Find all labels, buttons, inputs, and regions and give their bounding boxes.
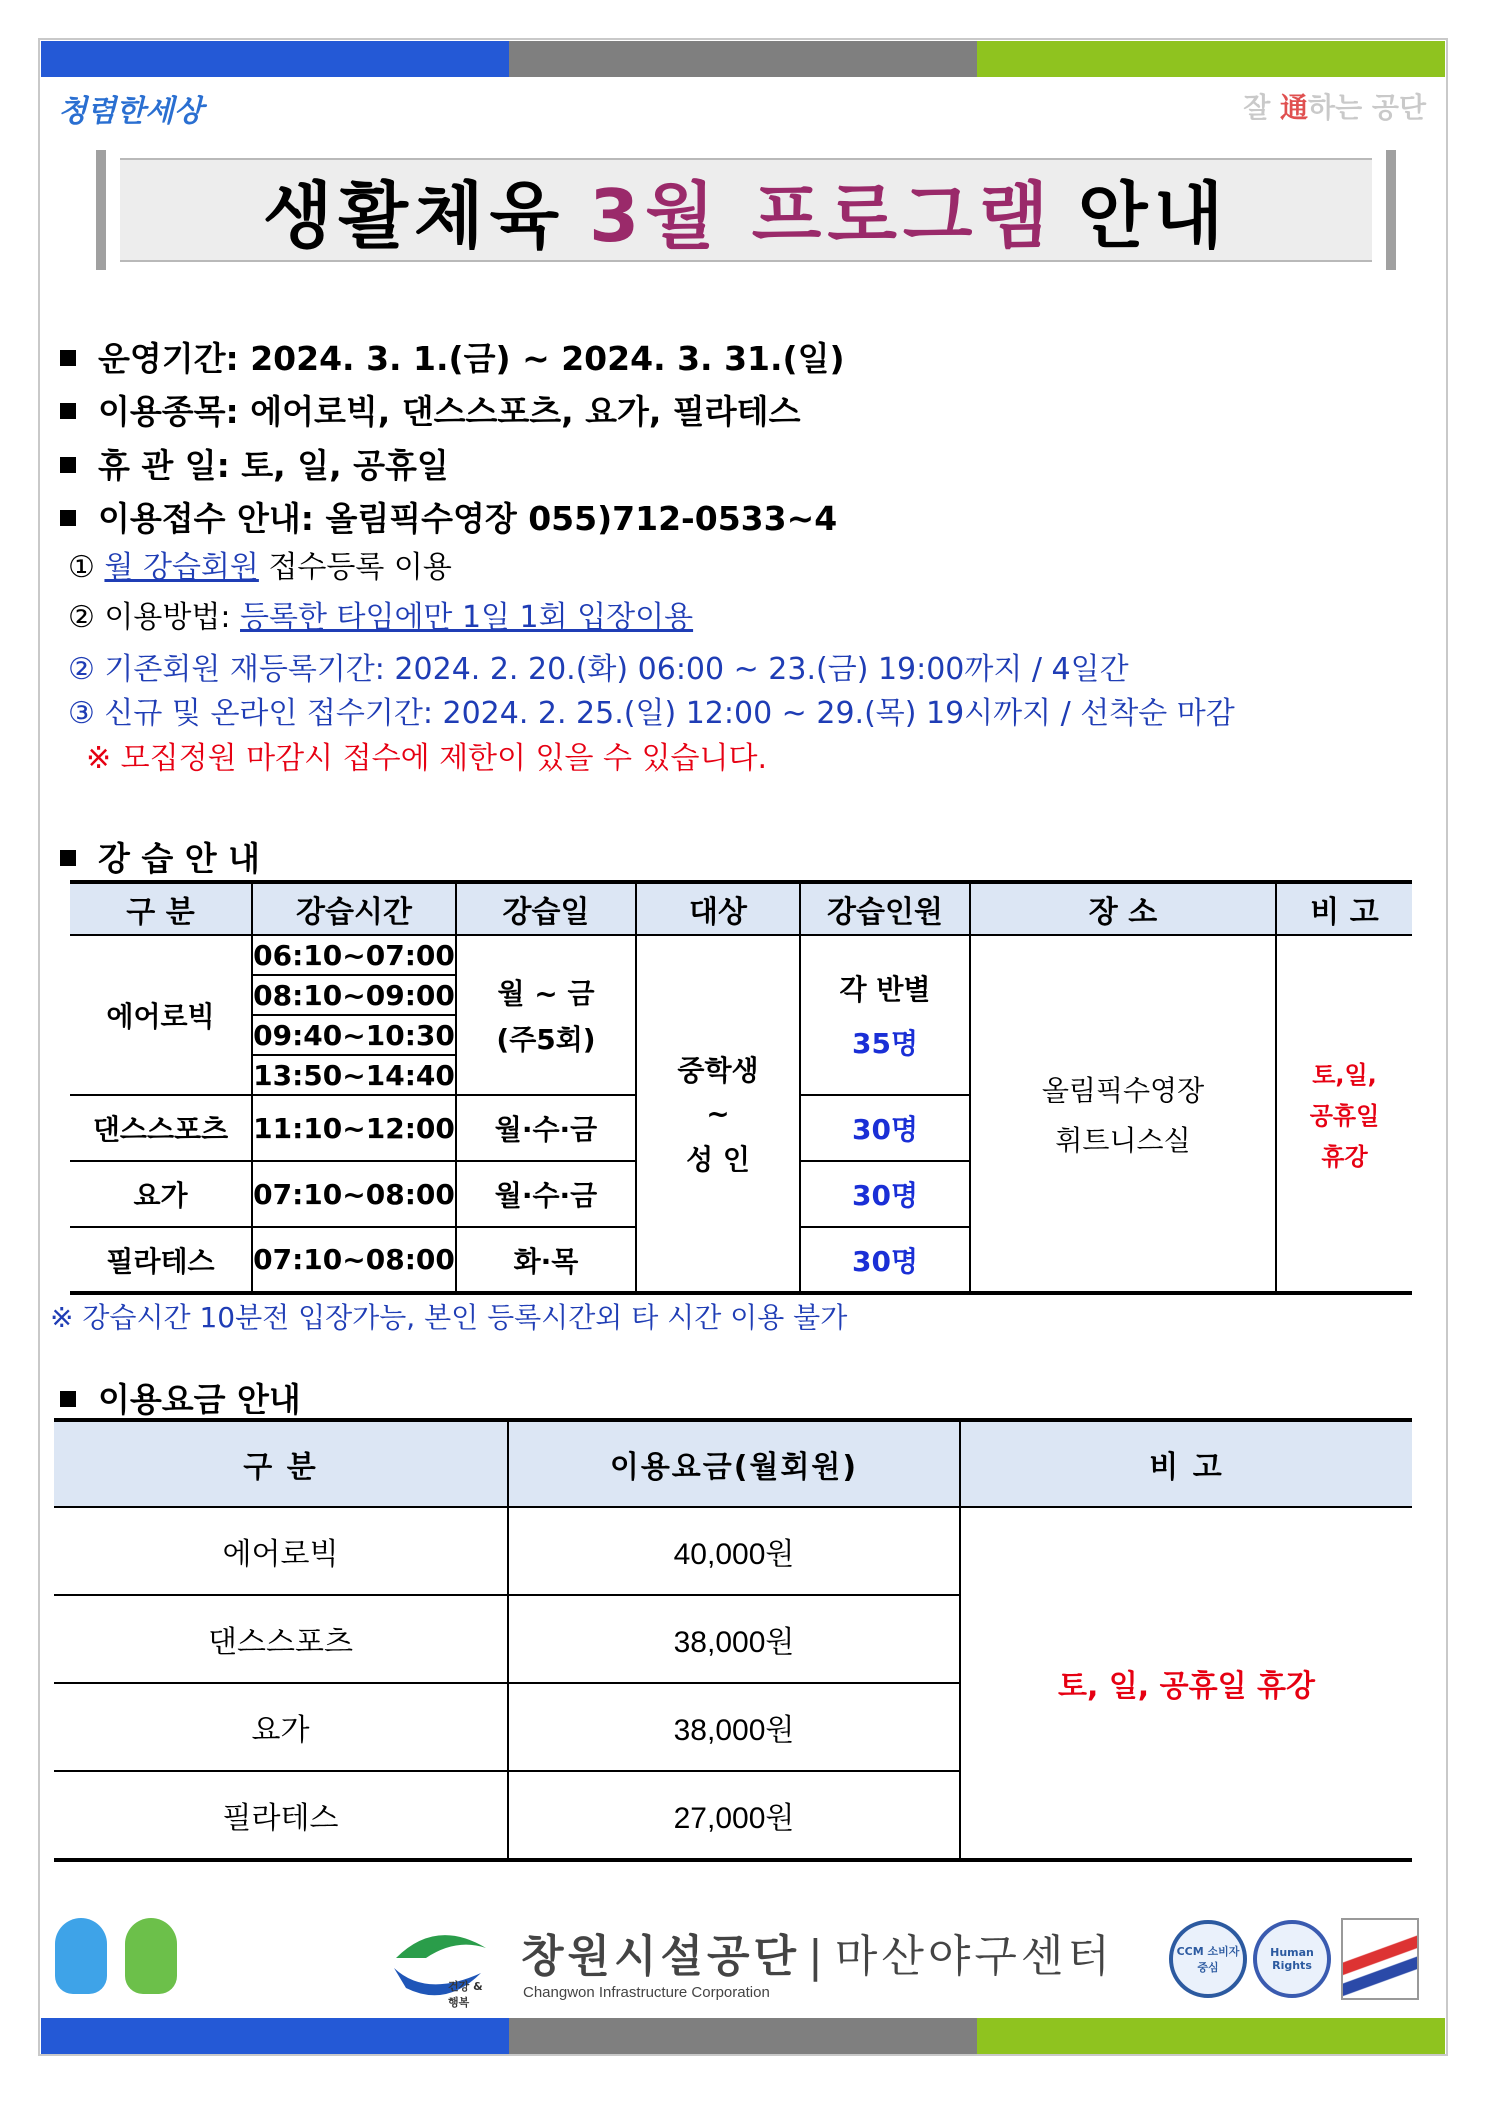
bullet-square-icon [60, 510, 76, 526]
top-color-band [41, 41, 1445, 77]
org-english-name: Changwon Infrastructure Corporation [523, 1984, 770, 2001]
fee-col-fee: 이용요금(월회원) [508, 1420, 960, 1507]
fee-amount: 27,000원 [508, 1771, 960, 1860]
human-rights-seal-icon: Human Rights [1253, 1920, 1331, 1998]
class-name-yoga: 요가 [70, 1161, 252, 1227]
class-time: 13:50~14:40 [252, 1055, 456, 1095]
bullet-square-icon [60, 457, 76, 473]
info-closed: 휴 관 일: 토, 일, 공휴일 [60, 440, 449, 487]
info-programs: 이용종목: 에어로빅, 댄스스포츠, 요가, 필라테스 [60, 386, 800, 433]
fee-table [54, 1418, 1412, 1862]
col-target: 대상 [636, 882, 800, 935]
title-box [96, 150, 1396, 270]
fee-amount: 40,000원 [508, 1507, 960, 1595]
class-days-aerobic: 월 ~ 금 (주5회) [456, 935, 636, 1095]
org-name: 창원시설공단 | 마산야구센터 [521, 1931, 1114, 1982]
note-warning: ※ 모집정원 마감시 접수에 제한이 있을 수 있습니다. [86, 741, 768, 776]
info-period: 운영기간: 2024. 3. 1.(금) ~ 2024. 3. 31.(일) [60, 333, 845, 380]
health-happiness-emblem-icon: 건강 & 행복 [386, 1918, 496, 2008]
class-table-header [70, 882, 1412, 935]
fee-heading: 이용요금 안내 [60, 1374, 301, 1421]
class-name-aerobic: 에어로빅 [70, 935, 252, 1095]
fee-name: 요가 [54, 1683, 508, 1771]
class-remark: 토,일, 공휴일 휴강 [1276, 935, 1412, 1293]
col-remark: 비 고 [1276, 882, 1412, 935]
class-days: 화·목 [456, 1227, 636, 1293]
fee-remark: 토, 일, 공휴일 휴강 [960, 1507, 1412, 1860]
note-reregistration: ② 기존회원 재등록기간: 2024. 2. 20.(화) 06:00 ~ 23.(금) 19:00까지 / 4일간 [68, 652, 1129, 687]
note-monthly-member: ① 월 강습회원 접수등록 이용 [68, 550, 452, 585]
bottom-color-band [41, 2018, 1445, 2054]
fee-amount: 38,000원 [508, 1595, 960, 1683]
bullet-square-icon [60, 850, 76, 866]
note-new-registration: ③ 신규 및 온라인 접수기간: 2024. 2. 25.(일) 12:00 ~ 29.(목) 19시까지 / 선착순 마감 [68, 696, 1235, 731]
class-capacity-aerobic: 각 반별 35명 [800, 935, 970, 1095]
fee-col-remark: 비 고 [960, 1420, 1412, 1507]
class-footnote: ※ 강습시간 10분전 입장가능, 본인 등록시간외 타 시간 이용 불가 [50, 1301, 848, 1334]
integrity-slogan-logo: 청렴한세상 [58, 94, 203, 129]
page-title [120, 158, 1372, 262]
class-time: 07:10~08:00 [252, 1227, 456, 1293]
fee-amount: 38,000원 [508, 1683, 960, 1771]
note-usage-method: ② 이용방법: 등록한 타임에만 1일 1회 입장이용 [68, 600, 694, 635]
class-heading: 강 습 안 내 [60, 833, 260, 880]
ccm-seal-icon: CCM 소비자중심 [1169, 1920, 1247, 1998]
class-days: 월·수·금 [456, 1161, 636, 1227]
table-row [54, 1507, 1412, 1595]
col-time: 강습시간 [252, 882, 456, 935]
col-place: 장 소 [970, 882, 1276, 935]
class-table [70, 880, 1412, 1295]
class-time: 06:10~07:00 [252, 935, 456, 975]
class-time: 09:40~10:30 [252, 1015, 456, 1055]
mascot-blue-icon [55, 1918, 107, 1994]
class-place: 올림픽수영장 휘트니스실 [970, 935, 1276, 1293]
title-part-1: 생활체육 [262, 174, 566, 258]
col-category: 구 분 [70, 882, 252, 935]
certification-mark-icon [1341, 1918, 1419, 2000]
class-capacity: 30명 [800, 1161, 970, 1227]
slogan-right-logo: 잘 通하는 공단 [1243, 91, 1426, 124]
footer [41, 1900, 1445, 2020]
class-target: 중학생 ~ 성 인 [636, 935, 800, 1293]
col-days: 강습일 [456, 882, 636, 935]
bullet-square-icon [60, 403, 76, 419]
fee-table-header [54, 1420, 1412, 1507]
fee-name: 에어로빅 [54, 1507, 508, 1595]
class-name-dance: 댄스스포츠 [70, 1095, 252, 1161]
table-row [70, 935, 1412, 975]
class-capacity: 30명 [800, 1095, 970, 1161]
usage-method-link[interactable]: 등록한 타임에만 1일 1회 입장이용 [240, 600, 694, 635]
class-time: 11:10~12:00 [252, 1095, 456, 1161]
bullet-square-icon [60, 350, 76, 366]
col-capacity: 강습인원 [800, 882, 970, 935]
class-time: 07:10~08:00 [252, 1161, 456, 1227]
class-days: 월·수·금 [456, 1095, 636, 1161]
mascot-green-icon [125, 1918, 177, 1994]
class-time: 08:10~09:00 [252, 975, 456, 1015]
monthly-member-link[interactable]: 월 강습회원 [104, 550, 259, 585]
class-capacity: 30명 [800, 1227, 970, 1293]
class-name-pilates: 필라테스 [70, 1227, 252, 1293]
title-part-2: 3월 프로그램 [589, 174, 1055, 258]
fee-col-category: 구 분 [54, 1420, 508, 1507]
fee-name: 필라테스 [54, 1771, 508, 1860]
title-part-3: 안내 [1078, 174, 1230, 258]
bullet-square-icon [60, 1391, 76, 1407]
info-contact: 이용접수 안내: 올림픽수영장 055)712-0533~4 [60, 493, 837, 540]
fee-name: 댄스스포츠 [54, 1595, 508, 1683]
